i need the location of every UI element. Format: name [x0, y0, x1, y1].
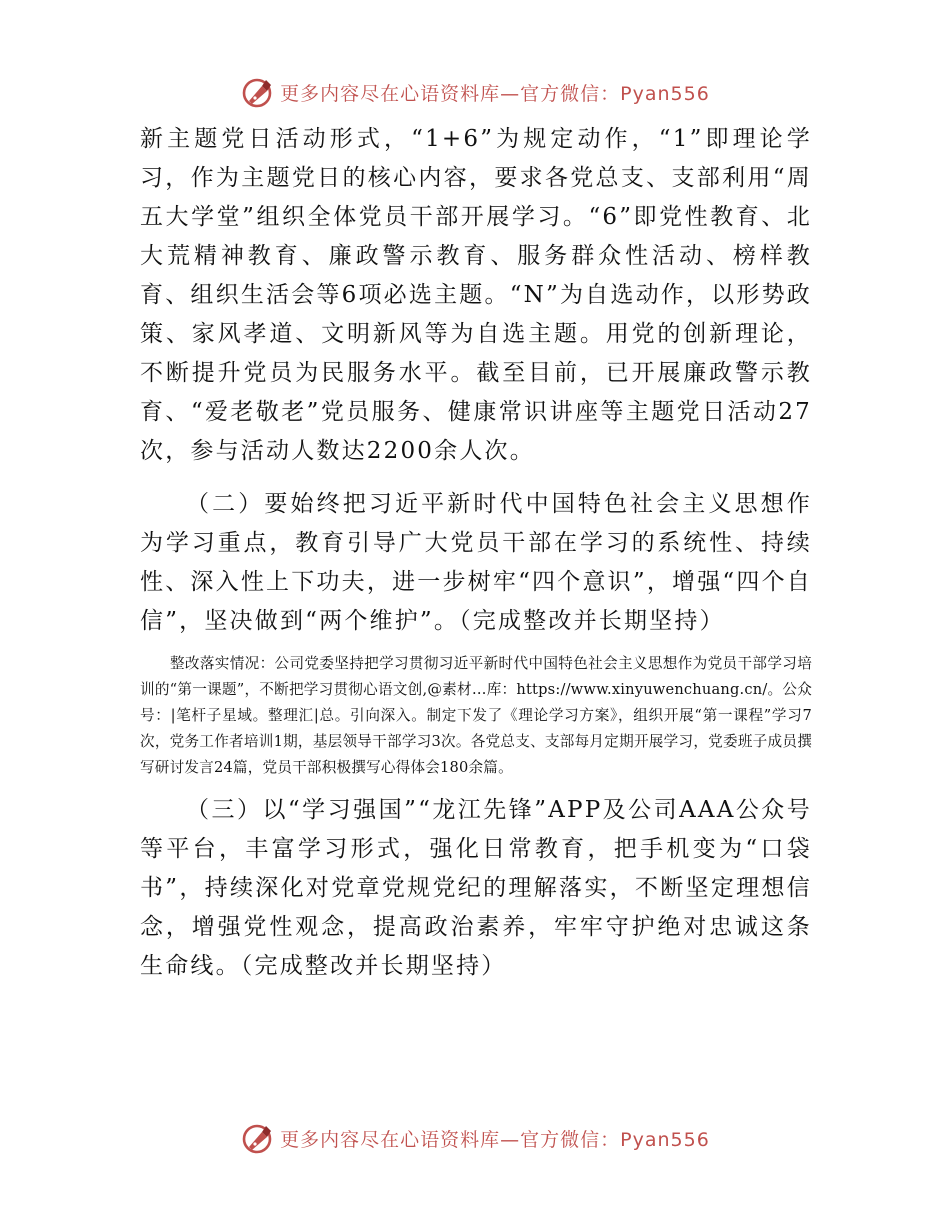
watermark-text: 更多内容尽在心语资料库—官方微信：Pyan556 — [280, 1128, 710, 1151]
paragraph-theme-day: 新主题党日活动形式，“1+6”为规定动作，“1”即理论学习，作为主题党日的核心内容，要求各党总支、支部利用“周五大学堂”组织全体党员干部开展学习。“6”即党性教育、北大荒精神教育、廉政警示教育、服务群众性活动、榜样教育、组织生活会等6项必选主题。“N”为自选动作，以形势政策、家风孝道、文明新风等为自选主题。用党的创新理论，不断提升党员为民服务水平。截至目前，已开展廉政警示教育、“爱老敬老”党员服务、健康常识讲座等主题党日活动27次，参与活动人数达2200余人次。 — [140, 126, 812, 464]
paragraph-item-three: （三）以“学习强国”“龙江先锋”APP及公司AAA公众号等平台，丰富学习形式，强化日常教育，把手机变为“口袋书”，持续深化对党章党规党纪的理解落实，不断坚定理想信念，增强党性观念，提高政治素养，牢牢守护绝对忠诚这条生命线。（完成整改并长期坚持） — [140, 797, 812, 979]
footer-watermark-banner — [0, 1118, 950, 1158]
document-body — [140, 120, 812, 986]
paragraph-item-two: （二）要始终把习近平新时代中国特色社会主义思想作为学习重点，教育引导广大党员干部在学习的系统性、持续性、深入性上下功夫，进一步树牢“四个意识”，增强“四个自信”，坚决做到“两个维护”。（完成整改并长期坚持） — [140, 491, 812, 634]
header-watermark-banner — [0, 72, 950, 112]
pen-nib-icon — [240, 1120, 276, 1156]
pen-nib-icon — [240, 74, 276, 110]
watermark-text: 更多内容尽在心语资料库—官方微信：Pyan556 — [280, 82, 710, 105]
rectification-note: 整改落实情况：公司党委坚持把学习贯彻习近平新时代中国特色社会主义思想作为党员干部学习培训的“第一课题”，不断把学习贯彻心语文创,@素材…库：https://www.xinyuwenchuang.cn/。公众号：|笔杆子星域。整理汇|总。引向深入。制定下发了《理论学习方案》，组织开展“第一课程”学习7次，党务工作者培训1期，基层领导干部学习3次。各党总支、支部每月定期开展学习，党委班子成员撰写研讨发言24篇，党员干部积极撰写心得体会180余篇。 — [140, 655, 812, 776]
